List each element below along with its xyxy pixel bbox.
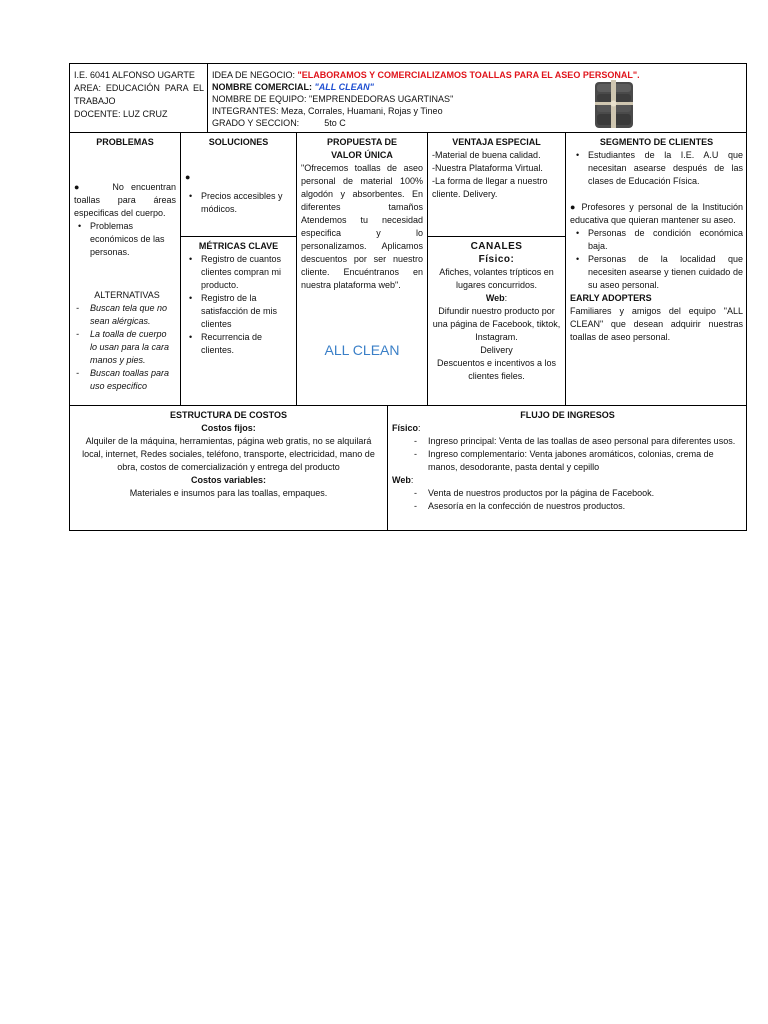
grado-line xyxy=(212,117,747,129)
ventaja-line-2: -Nuestra Plataforma Virtual. xyxy=(432,163,543,173)
nombre-label: NOMBRE COMERCIAL: xyxy=(212,82,315,92)
list-item: • Problemas económicos de las personas. xyxy=(90,220,176,259)
ingresos-cell xyxy=(387,405,747,531)
ingresos-fisico-line: Físico: xyxy=(392,423,421,433)
problemas-cell xyxy=(70,132,180,405)
list-item: • Personas de la localidad que necesiten asearse y tienen cuidado de su aseo personal. xyxy=(588,253,743,292)
canales-web-text: Difundir nuestro producto por una página de Facebook, tiktok, Instagram. xyxy=(432,306,561,342)
list-item: • Estudiantes de la I.E. A.U que necesitan asearse después de las clases de Educación Física. xyxy=(588,149,743,188)
list-item: - Ingreso complementario: Venta jabones aromáticos, colonias, crema de manos, desodorante, pasta dental y cepillo xyxy=(428,448,743,474)
idea-value: "ELABORAMOS Y COMERCIALIZAMOS TOALLAS PARA EL ASEO PERSONAL". xyxy=(297,70,640,80)
soluciones-list xyxy=(185,190,292,216)
ingresos-fisico-label: Físico xyxy=(392,423,419,433)
brand-name: ALL CLEAN xyxy=(324,342,400,358)
propuesta-cell xyxy=(296,132,427,405)
segmento-title: SEGMENTO DE CLIENTES xyxy=(599,137,714,147)
school-name: I.E. 6041 ALFONSO UGARTE xyxy=(74,70,195,80)
early-adopters-title: EARLY ADOPTERS xyxy=(570,293,652,303)
nombre-line xyxy=(212,81,747,93)
costos-variables-text: Materiales e insumos para las toallas, empaques. xyxy=(129,488,328,498)
canales-descuentos: Descuentos e incentivos a los clientes fieles. xyxy=(436,358,557,381)
segmento-list-2 xyxy=(570,227,743,292)
propuesta-title: PROPUESTA DE VALOR ÚNICA xyxy=(326,137,397,160)
propuesta-text: "Ofrecemos toallas de aseo personal de material 100% algodón y absorbentes. En diferentes tamaños Atendemos tu necesidad especifica y lo personalizamos. Aplicamos descuentos por ser nuestro cliente. Encuéntranos en nuestra plataforma web". xyxy=(301,163,423,290)
canales-web-label: Web xyxy=(485,293,505,303)
grado-value: 5to C xyxy=(324,118,346,128)
costos-variables-title: Costos variables: xyxy=(190,475,267,485)
list-item: - Buscan toallas para uso especifico xyxy=(90,367,176,393)
list-item: - Asesoría en la confección de nuestros productos. xyxy=(428,500,743,513)
canales-fisico-label: Físico: xyxy=(478,254,515,265)
segmento-cell xyxy=(565,132,747,405)
bullet-icon: ● xyxy=(74,182,85,192)
problemas-item-1: ● No encuentran toallas para áreas especificas del cuerpo. xyxy=(74,182,176,218)
header-project-info xyxy=(207,64,747,132)
list-item: • Recurrencia de clientes. xyxy=(201,331,292,357)
ingresos-web-label: Web xyxy=(392,475,411,485)
canales-title: CANALES xyxy=(470,241,523,252)
early-adopters-text: Familiares y amigos del equipo "ALL CLEAN" que desean adquirir nuestras toallas de aseo personal. xyxy=(570,306,743,342)
ingresos-web-line: Web: xyxy=(392,475,414,485)
towel-stack-image xyxy=(593,78,635,130)
costos-fijos-title: Costos fijos: xyxy=(201,423,256,433)
nombre-value: "ALL CLEAN" xyxy=(314,82,374,92)
problemas-list xyxy=(74,220,176,259)
metricas-cell xyxy=(180,236,296,405)
metricas-title: MÉTRICAS CLAVE xyxy=(198,241,279,251)
segmento-item-2: ● Profesores y personal de la Institución educativa que quieran mantener su aseo. xyxy=(570,202,743,225)
ventaja-line-1: -Material de buena calidad. xyxy=(432,150,541,160)
bullet-icon: ● xyxy=(570,202,578,212)
list-item: - Ingreso principal: Venta de las toallas de aseo personal para diferentes usos. xyxy=(428,435,743,448)
ventaja-title: VENTAJA ESPECIAL xyxy=(452,137,541,147)
list-item: - Venta de nuestros productos por la página de Facebook. xyxy=(428,487,743,500)
soluciones-empty-bullet: ● xyxy=(185,172,191,182)
idea-line xyxy=(212,69,747,81)
lean-canvas xyxy=(69,63,747,531)
soluciones-cell xyxy=(180,132,296,236)
grado-label: GRADO Y SECCION: xyxy=(212,118,300,128)
soluciones-title: SOLUCIONES xyxy=(208,137,269,147)
ventaja-line-3: -La forma de llegar a nuestro cliente. Delivery. xyxy=(432,176,548,199)
ingresos-title: FLUJO DE INGRESOS xyxy=(520,410,615,420)
list-item: - Buscan tela que no sean alérgicas. xyxy=(90,302,176,328)
alternativas-list xyxy=(74,302,176,393)
ventaja-cell xyxy=(427,132,565,236)
canales-delivery: Delivery xyxy=(480,345,513,355)
integrantes-line: INTEGRANTES: Meza, Corrales, Huamani, Rojas y Tineo xyxy=(212,106,443,116)
costos-title: ESTRUCTURA DE COSTOS xyxy=(169,410,287,420)
canales-fisico-text: Afiches, volantes trípticos en lugares concurridos. xyxy=(439,267,554,290)
area-label: AREA: EDUCACIÓN PARA EL TRABAJO xyxy=(74,83,204,106)
metricas-list xyxy=(185,253,292,357)
canales-web-line: Web: xyxy=(485,293,508,303)
equipo-line: NOMBRE DE EQUIPO: "EMPRENDEDORAS UGARTINAS" xyxy=(212,94,454,104)
list-item: - La toalla de cuerpo lo usan para la cara manos y pies. xyxy=(90,328,176,367)
list-item: • Personas de condición económica baja. xyxy=(588,227,743,253)
ingresos-fisico-list xyxy=(392,435,743,474)
list-item: • Precios accesibles y módicos. xyxy=(201,190,292,216)
canales-cell xyxy=(427,236,565,405)
costos-fijos-text: Alquiler de la máquina, herramientas, página web gratis, no se alquilará local, internet, Redes sociales, teléfono, transporte, electricidad, mano de obra, costos de comercialización y entrega del producto xyxy=(82,436,375,472)
ingresos-web-list xyxy=(392,487,743,513)
segmento-list-1 xyxy=(570,149,743,188)
list-item: • Registro de la satisfacción de mis clientes xyxy=(201,292,292,331)
teacher-label: DOCENTE: LUZ CRUZ xyxy=(74,109,168,119)
list-item: • Registro de cuantos clientes compran mi producto. xyxy=(201,253,292,292)
problemas-title: PROBLEMAS xyxy=(96,137,154,147)
alternativas-title: ALTERNATIVAS xyxy=(94,290,160,300)
idea-label: IDEA DE NEGOCIO: xyxy=(212,70,298,80)
costos-cell xyxy=(70,405,387,531)
header-school-info xyxy=(74,69,204,131)
